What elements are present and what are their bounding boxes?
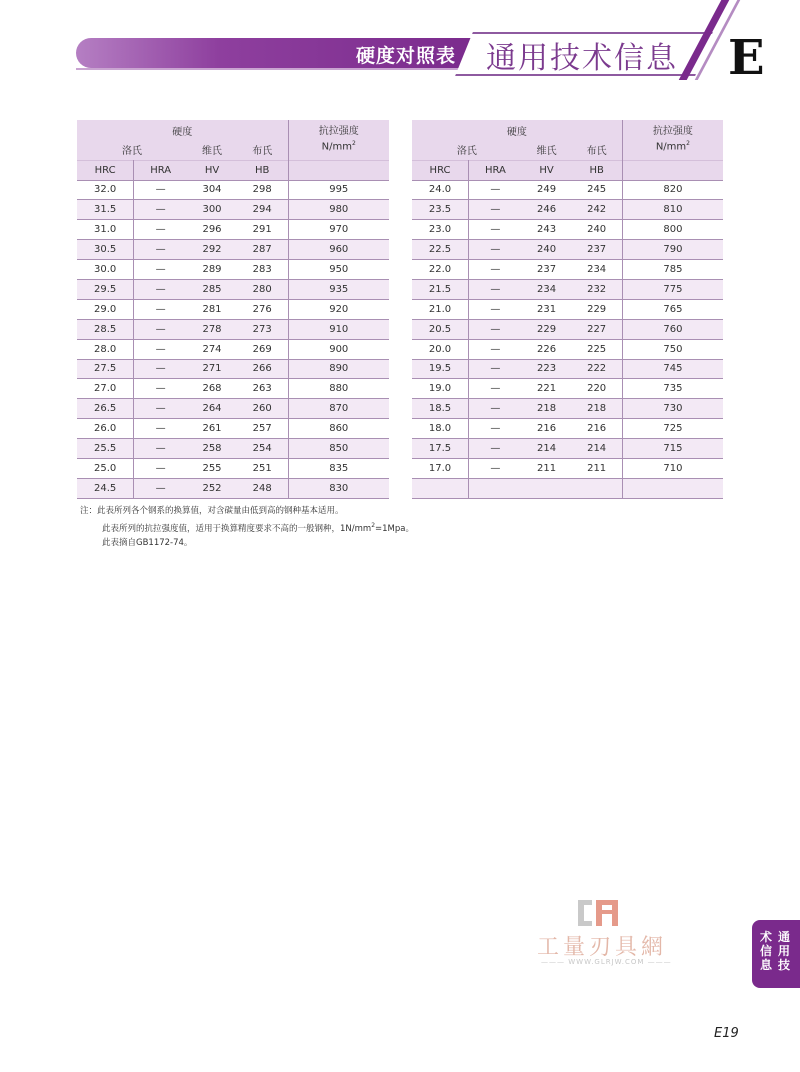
cell-tensile: 810 bbox=[622, 200, 723, 220]
header-tensile-label: 抗拉强度 bbox=[652, 126, 693, 138]
header-hardness: 硬度 bbox=[412, 120, 622, 140]
note-line-2-sup: 2 bbox=[371, 521, 376, 529]
header-hra: HRA bbox=[134, 160, 187, 180]
table-row bbox=[412, 319, 723, 339]
header-brinell: 布氏 bbox=[571, 140, 622, 160]
cell-hb: 266 bbox=[237, 359, 288, 379]
cell-hv: 281 bbox=[187, 299, 237, 319]
cell-hrc: 18.5 bbox=[412, 399, 469, 419]
header-tensile bbox=[622, 120, 723, 160]
cell-hra: — bbox=[134, 260, 187, 280]
header-rockwell: 洛氏 bbox=[412, 140, 522, 160]
cell-hrc: 30.0 bbox=[77, 260, 134, 280]
chapter-side-tab bbox=[752, 920, 800, 988]
cell-tensile: 765 bbox=[622, 299, 723, 319]
table-row bbox=[412, 180, 723, 200]
cell-hb: 260 bbox=[237, 399, 288, 419]
cell-hrc: 21.5 bbox=[412, 279, 469, 299]
note-line-3: 此表摘自GB1172-74。 bbox=[102, 537, 193, 548]
cell-hv: 216 bbox=[522, 419, 572, 439]
cell-hv: 243 bbox=[522, 220, 572, 240]
cell-hrc: 29.0 bbox=[77, 299, 134, 319]
header-tensile bbox=[288, 120, 389, 160]
header-brinell: 布氏 bbox=[237, 140, 288, 160]
cell-tensile: 800 bbox=[622, 220, 723, 240]
cell-hrc: 23.0 bbox=[412, 220, 469, 240]
cell-hra: — bbox=[469, 458, 522, 478]
cell-tensile: 790 bbox=[622, 240, 723, 260]
section-header-bar bbox=[76, 38, 486, 68]
cell-hv: 221 bbox=[522, 379, 572, 399]
cell-hrc: 29.5 bbox=[77, 279, 134, 299]
note-line-2-end: =1Mpa。 bbox=[375, 523, 414, 534]
cell-hb: 276 bbox=[237, 299, 288, 319]
cell-hra: — bbox=[134, 220, 187, 240]
cell-hrc: 23.5 bbox=[412, 200, 469, 220]
cell-hv bbox=[522, 478, 572, 498]
header-hra: HRA bbox=[469, 160, 522, 180]
cell-hrc: 22.5 bbox=[412, 240, 469, 260]
cell-tensile: 775 bbox=[622, 279, 723, 299]
cell-hv: 264 bbox=[187, 399, 237, 419]
cell-hv: 249 bbox=[522, 180, 572, 200]
cell-hb: 251 bbox=[237, 458, 288, 478]
cell-hb: 263 bbox=[237, 379, 288, 399]
cell-hra: — bbox=[134, 279, 187, 299]
cell-hv: 223 bbox=[522, 359, 572, 379]
hardness-table-left bbox=[77, 120, 389, 499]
side-tab-char: 用 bbox=[778, 944, 791, 958]
cell-tensile: 900 bbox=[288, 339, 389, 359]
watermark-logo-icon bbox=[576, 896, 620, 930]
cell-hb: 220 bbox=[571, 379, 622, 399]
cell-hv: 278 bbox=[187, 319, 237, 339]
table-row bbox=[77, 279, 389, 299]
cell-hv: 292 bbox=[187, 240, 237, 260]
header-tensile-label: 抗拉强度 bbox=[318, 126, 359, 138]
cell-hra: — bbox=[134, 339, 187, 359]
side-tab-label bbox=[756, 926, 800, 984]
cell-hra: — bbox=[134, 180, 187, 200]
table-row bbox=[77, 379, 389, 399]
header-tensile-unit: N/mm bbox=[321, 141, 353, 153]
cell-tensile: 750 bbox=[622, 339, 723, 359]
right-table-body bbox=[412, 180, 723, 498]
cell-hrc: 25.5 bbox=[77, 439, 134, 459]
header-rockwell: 洛氏 bbox=[77, 140, 187, 160]
cell-tensile: 935 bbox=[288, 279, 389, 299]
cell-hv: 255 bbox=[187, 458, 237, 478]
table-row bbox=[412, 359, 723, 379]
cell-hra: — bbox=[469, 200, 522, 220]
cell-hv: 258 bbox=[187, 439, 237, 459]
header-hrc: HRC bbox=[412, 160, 469, 180]
cell-hb: 229 bbox=[571, 299, 622, 319]
table-row bbox=[412, 339, 723, 359]
cell-tensile: 860 bbox=[288, 419, 389, 439]
cell-tensile: 715 bbox=[622, 439, 723, 459]
cell-tensile: 725 bbox=[622, 419, 723, 439]
chapter-letter: E bbox=[728, 30, 765, 86]
cell-hrc: 24.0 bbox=[412, 180, 469, 200]
cell-hrc: 24.5 bbox=[77, 478, 134, 498]
table-row bbox=[412, 200, 723, 220]
cell-hra: — bbox=[469, 319, 522, 339]
cell-tensile: 710 bbox=[622, 458, 723, 478]
cell-hv: 296 bbox=[187, 220, 237, 240]
cell-hb: 232 bbox=[571, 279, 622, 299]
table-row bbox=[412, 240, 723, 260]
cell-hra: — bbox=[469, 439, 522, 459]
cell-hrc: 27.0 bbox=[77, 379, 134, 399]
cell-hra: — bbox=[469, 299, 522, 319]
header-tensile-blank bbox=[622, 160, 723, 180]
hardness-table-right bbox=[412, 120, 723, 499]
header-vickers: 维氏 bbox=[187, 140, 237, 160]
side-tab-char: 通 bbox=[778, 930, 791, 944]
cell-hb: 214 bbox=[571, 439, 622, 459]
cell-hra: — bbox=[134, 419, 187, 439]
cell-tensile: 850 bbox=[288, 439, 389, 459]
cell-hb bbox=[571, 478, 622, 498]
header-tensile-unit: N/mm bbox=[655, 141, 687, 153]
table-notes bbox=[80, 504, 414, 550]
cell-hra bbox=[469, 478, 522, 498]
cell-hv: 231 bbox=[522, 299, 572, 319]
table-row bbox=[77, 299, 389, 319]
cell-hra: — bbox=[469, 419, 522, 439]
cell-tensile: 835 bbox=[288, 458, 389, 478]
cell-hb: 242 bbox=[571, 200, 622, 220]
header-vickers: 维氏 bbox=[522, 140, 572, 160]
table-row bbox=[412, 439, 723, 459]
cell-hra: — bbox=[134, 240, 187, 260]
table-row bbox=[412, 220, 723, 240]
cell-hrc: 25.0 bbox=[77, 458, 134, 478]
cell-hrc: 26.0 bbox=[77, 419, 134, 439]
cell-hra: — bbox=[469, 279, 522, 299]
table-row bbox=[412, 458, 723, 478]
cell-hra: — bbox=[134, 299, 187, 319]
cell-hv: 218 bbox=[522, 399, 572, 419]
cell-hv: 271 bbox=[187, 359, 237, 379]
cell-hv: 289 bbox=[187, 260, 237, 280]
side-tab-char: 息 bbox=[760, 958, 773, 972]
header-hardness: 硬度 bbox=[77, 120, 288, 140]
cell-hb: 237 bbox=[571, 240, 622, 260]
cell-hra: — bbox=[134, 458, 187, 478]
table-row bbox=[77, 180, 389, 200]
cell-hrc: 18.0 bbox=[412, 419, 469, 439]
note-line-2 bbox=[80, 519, 414, 536]
cell-hb: 291 bbox=[237, 220, 288, 240]
table-row bbox=[77, 339, 389, 359]
cell-hb: 240 bbox=[571, 220, 622, 240]
cell-tensile: 920 bbox=[288, 299, 389, 319]
cell-tensile: 890 bbox=[288, 359, 389, 379]
cell-tensile: 970 bbox=[288, 220, 389, 240]
cell-hv: 246 bbox=[522, 200, 572, 220]
cell-hrc: 22.0 bbox=[412, 260, 469, 280]
cell-hra: — bbox=[469, 180, 522, 200]
table-row bbox=[412, 260, 723, 280]
header-hb: HB bbox=[571, 160, 622, 180]
header-tensile-unit-sup: 2 bbox=[352, 140, 356, 148]
header-underline bbox=[76, 68, 476, 70]
cell-tensile: 730 bbox=[622, 399, 723, 419]
chapter-title: 通用技术信息 bbox=[486, 41, 678, 76]
cell-hra: — bbox=[134, 379, 187, 399]
cell-hb: 227 bbox=[571, 319, 622, 339]
header-hrc: HRC bbox=[77, 160, 134, 180]
watermark-url-text: WWW.GLRJW.COM bbox=[568, 958, 645, 966]
cell-tensile: 735 bbox=[622, 379, 723, 399]
cell-hra: — bbox=[469, 260, 522, 280]
cell-hra: — bbox=[469, 240, 522, 260]
left-table-body bbox=[77, 180, 389, 498]
cell-hrc: 28.0 bbox=[77, 339, 134, 359]
header-hv: HV bbox=[522, 160, 572, 180]
cell-hb: 280 bbox=[237, 279, 288, 299]
cell-tensile: 745 bbox=[622, 359, 723, 379]
cell-tensile bbox=[622, 478, 723, 498]
watermark-text: 工量刃具網 bbox=[537, 935, 668, 960]
cell-hv: 240 bbox=[522, 240, 572, 260]
table-row bbox=[77, 439, 389, 459]
section-title: 硬度对照表 bbox=[355, 45, 456, 67]
cell-hv: 285 bbox=[187, 279, 237, 299]
cell-hrc: 31.0 bbox=[77, 220, 134, 240]
cell-hb: 254 bbox=[237, 439, 288, 459]
header-hv: HV bbox=[187, 160, 237, 180]
cell-hra: — bbox=[134, 200, 187, 220]
table-row bbox=[77, 478, 389, 498]
table-row bbox=[77, 200, 389, 220]
cell-tensile: 960 bbox=[288, 240, 389, 260]
table-row bbox=[77, 220, 389, 240]
cell-hb: 218 bbox=[571, 399, 622, 419]
table-row bbox=[412, 299, 723, 319]
cell-hra: — bbox=[134, 359, 187, 379]
side-tab-char: 术 bbox=[760, 930, 773, 944]
cell-tensile: 980 bbox=[288, 200, 389, 220]
cell-hv: 214 bbox=[522, 439, 572, 459]
cell-hv: 229 bbox=[522, 319, 572, 339]
table-row bbox=[77, 319, 389, 339]
cell-hb: 294 bbox=[237, 200, 288, 220]
cell-hb: 269 bbox=[237, 339, 288, 359]
cell-hrc bbox=[412, 478, 469, 498]
cell-hv: 300 bbox=[187, 200, 237, 220]
cell-hb: 216 bbox=[571, 419, 622, 439]
side-tab-char: 信 bbox=[760, 944, 773, 958]
note-line-1: 注：此表所列各个钢系的换算值，对含碳量由低到高的钢种基本适用。 bbox=[80, 506, 344, 516]
cell-hra: — bbox=[134, 319, 187, 339]
cell-hrc: 27.5 bbox=[77, 359, 134, 379]
table-row bbox=[77, 359, 389, 379]
cell-tensile: 950 bbox=[288, 260, 389, 280]
table-row bbox=[77, 458, 389, 478]
table-row bbox=[412, 379, 723, 399]
cell-hrc: 19.5 bbox=[412, 359, 469, 379]
cell-hv: 226 bbox=[522, 339, 572, 359]
cell-hv: 234 bbox=[522, 279, 572, 299]
cell-hb: 234 bbox=[571, 260, 622, 280]
side-tab-col-2 bbox=[778, 930, 792, 972]
page-number: E19 bbox=[714, 1026, 739, 1041]
cell-hrc: 21.0 bbox=[412, 299, 469, 319]
cell-hv: 237 bbox=[522, 260, 572, 280]
cell-hra: — bbox=[134, 478, 187, 498]
watermark-url: ——— WWW.GLRJW.COM ——— bbox=[541, 958, 672, 966]
cell-tensile: 910 bbox=[288, 319, 389, 339]
cell-hra: — bbox=[469, 399, 522, 419]
cell-hv: 261 bbox=[187, 419, 237, 439]
cell-hrc: 17.0 bbox=[412, 458, 469, 478]
table-row bbox=[77, 419, 389, 439]
cell-hrc: 28.5 bbox=[77, 319, 134, 339]
cell-hb: 273 bbox=[237, 319, 288, 339]
cell-hrc: 20.0 bbox=[412, 339, 469, 359]
cell-hv: 252 bbox=[187, 478, 237, 498]
cell-hv: 211 bbox=[522, 458, 572, 478]
cell-hb: 298 bbox=[237, 180, 288, 200]
side-tab-char: 技 bbox=[778, 958, 791, 972]
table-row bbox=[77, 240, 389, 260]
cell-hrc: 32.0 bbox=[77, 180, 134, 200]
cell-tensile: 880 bbox=[288, 379, 389, 399]
cell-hra: — bbox=[469, 220, 522, 240]
cell-hrc: 26.5 bbox=[77, 399, 134, 419]
table-row bbox=[412, 399, 723, 419]
cell-hb: 257 bbox=[237, 419, 288, 439]
table-row bbox=[412, 419, 723, 439]
header-tensile-blank bbox=[288, 160, 389, 180]
note-line-2-text: 此表所列的抗拉强度值，适用于换算精度要求不高的一般钢种，1N/mm bbox=[102, 523, 372, 534]
cell-tensile: 870 bbox=[288, 399, 389, 419]
cell-hra: — bbox=[469, 359, 522, 379]
header-tensile-unit-sup: 2 bbox=[686, 140, 690, 148]
side-tab-col-1 bbox=[760, 930, 774, 972]
table-row bbox=[412, 478, 723, 498]
cell-hv: 304 bbox=[187, 180, 237, 200]
cell-tensile: 785 bbox=[622, 260, 723, 280]
table-row bbox=[77, 260, 389, 280]
cell-hrc: 20.5 bbox=[412, 319, 469, 339]
cell-hb: 225 bbox=[571, 339, 622, 359]
cell-hb: 211 bbox=[571, 458, 622, 478]
cell-hrc: 30.5 bbox=[77, 240, 134, 260]
table-row bbox=[412, 279, 723, 299]
cell-tensile: 995 bbox=[288, 180, 389, 200]
cell-hb: 245 bbox=[571, 180, 622, 200]
header-hb: HB bbox=[237, 160, 288, 180]
cell-hra: — bbox=[469, 379, 522, 399]
cell-hrc: 31.5 bbox=[77, 200, 134, 220]
cell-hb: 222 bbox=[571, 359, 622, 379]
cell-hb: 287 bbox=[237, 240, 288, 260]
cell-tensile: 830 bbox=[288, 478, 389, 498]
cell-hra: — bbox=[469, 339, 522, 359]
cell-hv: 274 bbox=[187, 339, 237, 359]
cell-hrc: 17.5 bbox=[412, 439, 469, 459]
cell-tensile: 760 bbox=[622, 319, 723, 339]
cell-tensile: 820 bbox=[622, 180, 723, 200]
table-row bbox=[77, 399, 389, 419]
cell-hb: 283 bbox=[237, 260, 288, 280]
cell-hra: — bbox=[134, 439, 187, 459]
cell-hra: — bbox=[134, 399, 187, 419]
cell-hrc: 19.0 bbox=[412, 379, 469, 399]
cell-hv: 268 bbox=[187, 379, 237, 399]
cell-hb: 248 bbox=[237, 478, 288, 498]
